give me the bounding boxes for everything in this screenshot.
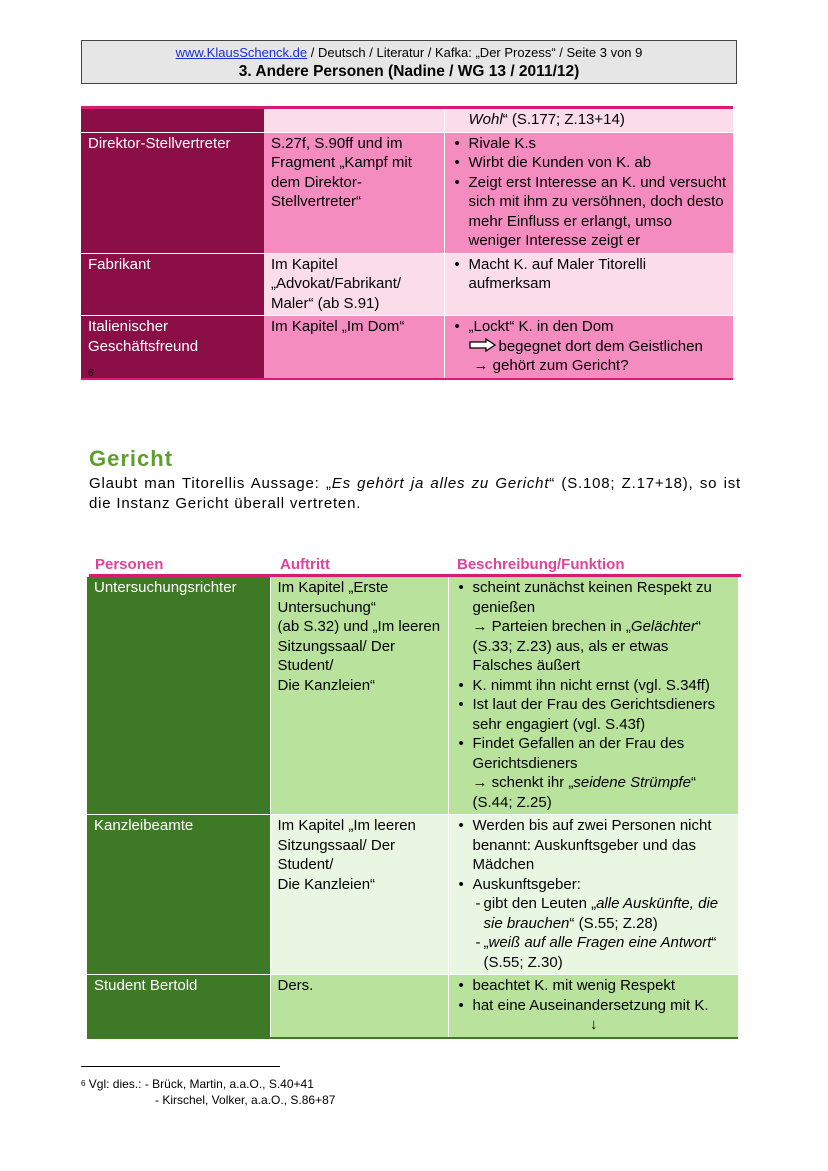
footnote (81, 1076, 335, 1108)
court-persons-table (87, 577, 738, 1039)
person-description (448, 577, 738, 815)
person-description (444, 132, 733, 253)
list-item: • Auskunftsgeber: (456, 875, 733, 895)
sub-item: → Parteien brechen in „Gelächter“ (S.33; Z.23) aus, als er etwas Falsches äußert (472, 618, 701, 674)
sub-item: - gibt den Leuten „alle Auskünfte, die sie brauchen“ (S.55; Z.28) (456, 894, 733, 933)
sub-item: - „weiß auf alle Fragen eine Antwort“ (S.55; Z.30) (456, 933, 733, 972)
person-description (448, 975, 738, 1038)
table-row (81, 316, 733, 379)
list-item: → gehört zum Gericht? (473, 357, 629, 374)
table-row (87, 815, 738, 975)
person-appearance: Im Kapitel „Im leeren Sitzungssaal/ Der Student/ Die Kanzleien“ (270, 815, 448, 975)
section-title: Gericht (89, 446, 174, 471)
list-item: • scheint zunächst keinen Respekt zu genießen → Parteien brechen in „Gelächter“ (S.33; Z.23) aus, als er etwas Falsches äußert (456, 578, 733, 676)
list-item: • K. nimmt ihn nicht ernst (vgl. S.34ff) (456, 676, 733, 696)
table-row (81, 108, 733, 133)
column-header-description: Beschreibung/Funktion (457, 556, 625, 573)
site-link[interactable]: www.KlausSchenck.de (175, 45, 308, 60)
person-appearance: Im Kapitel „Advokat/Fabrikant/ Maler“ (ab S.91) (264, 253, 444, 316)
footnote-divider (81, 1066, 280, 1067)
list-item: • Macht K. auf Maler Titorelli aufmerksam (452, 255, 728, 294)
person-description (444, 253, 733, 316)
footnote-line: - Kirschel, Volker, a.a.O., S.86+87 (155, 1093, 336, 1107)
list-item: • Ist laut der Frau des Gerichtsdieners sehr engagiert (vgl. S.43f) (456, 695, 733, 734)
list-item: • „Lockt“ K. in den Dom (452, 317, 728, 337)
page-title: 3. Andere Personen (Nadine / WG 13 / 2011/12) (238, 63, 580, 80)
footnote-line: Vgl: dies.: - Brück, Martin, a.a.O., S.40+41 (85, 1077, 314, 1091)
section-intro: Glaubt man Titorellis Aussage: „Es gehört ja alles zu Gericht“ (S.108; Z.17+18), so ist die Instanz Gericht überall vertreten. (89, 475, 741, 512)
person-name: Untersuchungsrichter (87, 577, 270, 815)
footnote-number: 6 (81, 1079, 86, 1088)
list-item: • hat eine Auseinandersetzung mit K. (456, 996, 733, 1016)
down-arrow-icon: ↓ (590, 1016, 598, 1033)
person-appearance: S.27f, S.90ff und im Fragment „Kampf mit dem Direktor-Stellvertreter“ (264, 132, 444, 253)
list-item: • beachtet K. mit wenig Respekt (456, 976, 733, 996)
person-name: Student Bertold (87, 975, 270, 1038)
header-breadcrumb-line (82, 45, 736, 61)
list-item: • Werden bis auf zwei Personen nicht benannt: Auskunftsgeber und das Mädchen (456, 816, 733, 875)
table-row (87, 975, 738, 1038)
person-description (448, 815, 738, 975)
table-row (81, 253, 733, 316)
person-appearance: Im Kapitel „Im Dom“ (264, 316, 444, 379)
column-header-appearance: Auftritt (280, 556, 330, 573)
person-name: Direktor-Stellvertreter (81, 132, 264, 253)
column-header-persons: Personen (95, 556, 164, 573)
cell-empty (264, 108, 444, 133)
person-appearance: Ders. (270, 975, 448, 1038)
table-row (87, 577, 738, 815)
cell-continuation: Wohl“ (S.177; Z.13+14) (444, 108, 733, 133)
person-description (444, 316, 733, 379)
sub-item: → schenkt ihr „seidene Strümpfe“ (S.44; Z.25) (472, 774, 696, 811)
right-arrow-icon (469, 338, 497, 352)
person-name: Fabrikant (81, 253, 264, 316)
page-header (81, 40, 737, 84)
list-item: begegnet dort dem Geistlichen (452, 337, 728, 357)
cell-empty (81, 108, 264, 133)
person-name: Kanzleibeamte (87, 815, 270, 975)
list-item: • Wirbt die Kunden von K. ab (452, 153, 728, 173)
persons-table-continued (81, 106, 733, 380)
person-appearance: Im Kapitel „Erste Untersuchung“ (ab S.32) und „Im leeren Sitzungssaal/ Der Student/ Die Kanzleien“ (270, 577, 448, 815)
breadcrumb: / Deutsch / Literatur / Kafka: „Der Prozess“ / Seite 3 von 9 (307, 45, 643, 60)
list-item: • Zeigt erst Interesse an K. und versucht sich mit ihm zu versöhnen, doch desto mehr Einfluss er erlangt, umso weniger Interesse zeigt er (452, 173, 728, 251)
footnote-marker: 6 (88, 368, 94, 379)
table-row (81, 132, 733, 253)
list-item: • Rivale K.s (452, 134, 728, 154)
person-name: Italienischer Geschäftsfreund (81, 316, 264, 379)
list-item: • Findet Gefallen an der Frau des Gerichtsdieners → schenkt ihr „seidene Strümpfe“ (S.44; Z.25) (456, 734, 733, 812)
